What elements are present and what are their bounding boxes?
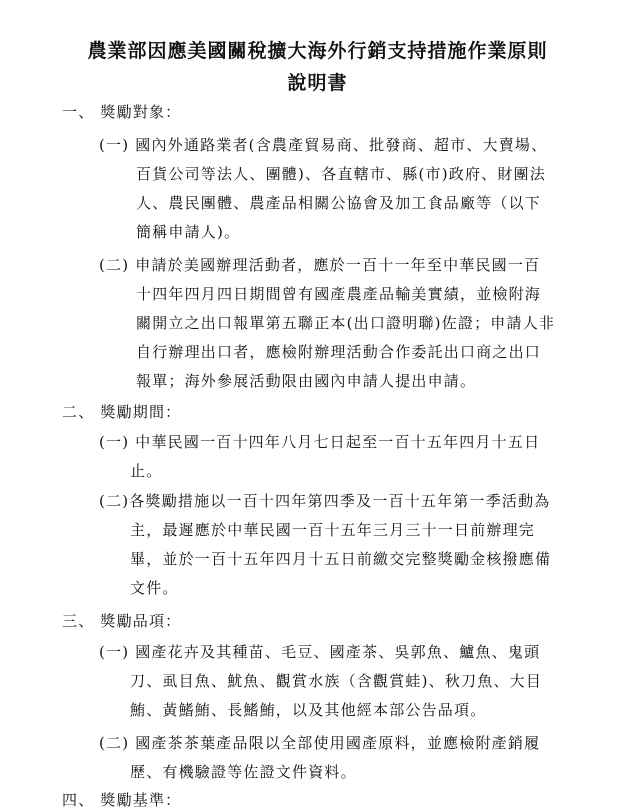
section-heading-2: 二、 獎勵期間： (62, 403, 182, 421)
item-2-2-line-3: 畢，並於一百十五年四月十五日前繳交完整獎勵金核撥應備 (130, 550, 552, 568)
item-3-1-line-3: 鮪、黃鰭鮪、長鰭鮪，以及其他經本部公告品項。 (130, 701, 487, 719)
item-2-1-line-1: (一) 中華民國一百十四年八月七日起至一百十五年四月十五日 (99, 433, 541, 451)
item-1-2-line-3: 關開立之出口報單第五聯正本(出口證明聯)佐證；申請人非 (136, 314, 556, 332)
item-2-2-line-4: 文件。 (130, 579, 179, 597)
item-1-1-line-3: 人、農民團體、農產品相關公協會及加工食品廠等（以下 (136, 194, 542, 212)
item-3-1-line-1: (一) 國產花卉及其種苗、毛豆、國產茶、吳郭魚、鱸魚、鬼頭 (99, 643, 541, 661)
section-heading-1: 一、 獎勵對象： (62, 103, 182, 121)
item-3-2-line-1: (二) 國產茶茶葉產品限以全部使用國產原料，並應檢附產銷履 (99, 734, 541, 752)
item-2-2-line-1: (二)各獎勵措施以一百十四年第四季及一百十五年第一季活動為 (99, 492, 551, 510)
document-subtitle: 說明書 (287, 72, 348, 94)
item-3-1-line-2: 刀、虱目魚、魷魚、觀賞水族（含觀賞蛙)、秋刀魚、大目 (130, 672, 543, 690)
item-1-1-line-4: 簡稱申請人)。 (136, 223, 241, 241)
document-title: 農業部因應美國關稅擴大海外行銷支持措施作業原則 (87, 40, 548, 62)
item-3-2-line-2: 歷、有機驗證等佐證文件資料。 (130, 763, 357, 781)
item-1-2-line-1: (二) 申請於美國辦理活動者，應於一百十一年至中華民國一百 (99, 256, 541, 274)
item-1-1-line-1: (一) 國內外通路業者(含農產貿易商、批發商、超市、大賣場、 (99, 136, 548, 154)
item-2-2-line-2: 主，最遲應於中華民國一百十五年三月三十一日前辦理完 (130, 521, 536, 539)
item-1-2-line-5: 報單；海外參展活動限由國內申請人提出申請。 (136, 372, 477, 390)
section-heading-3: 三、 獎勵品項： (62, 612, 182, 630)
item-1-2-line-4: 自行辦理出口者，應檢附辦理活動合作委託出口商之出口 (136, 343, 542, 361)
item-1-1-line-2: 百貨公司等法人、團體)、各直轄市、縣(市)政府、財團法 (136, 165, 546, 183)
item-1-2-line-2: 十四年四月四日期間曾有國產農產品輸美實績，並檢附海 (136, 285, 542, 303)
item-2-1-line-2: 止。 (130, 462, 163, 480)
section-heading-4: 四、 獎勵基準： (62, 791, 182, 809)
